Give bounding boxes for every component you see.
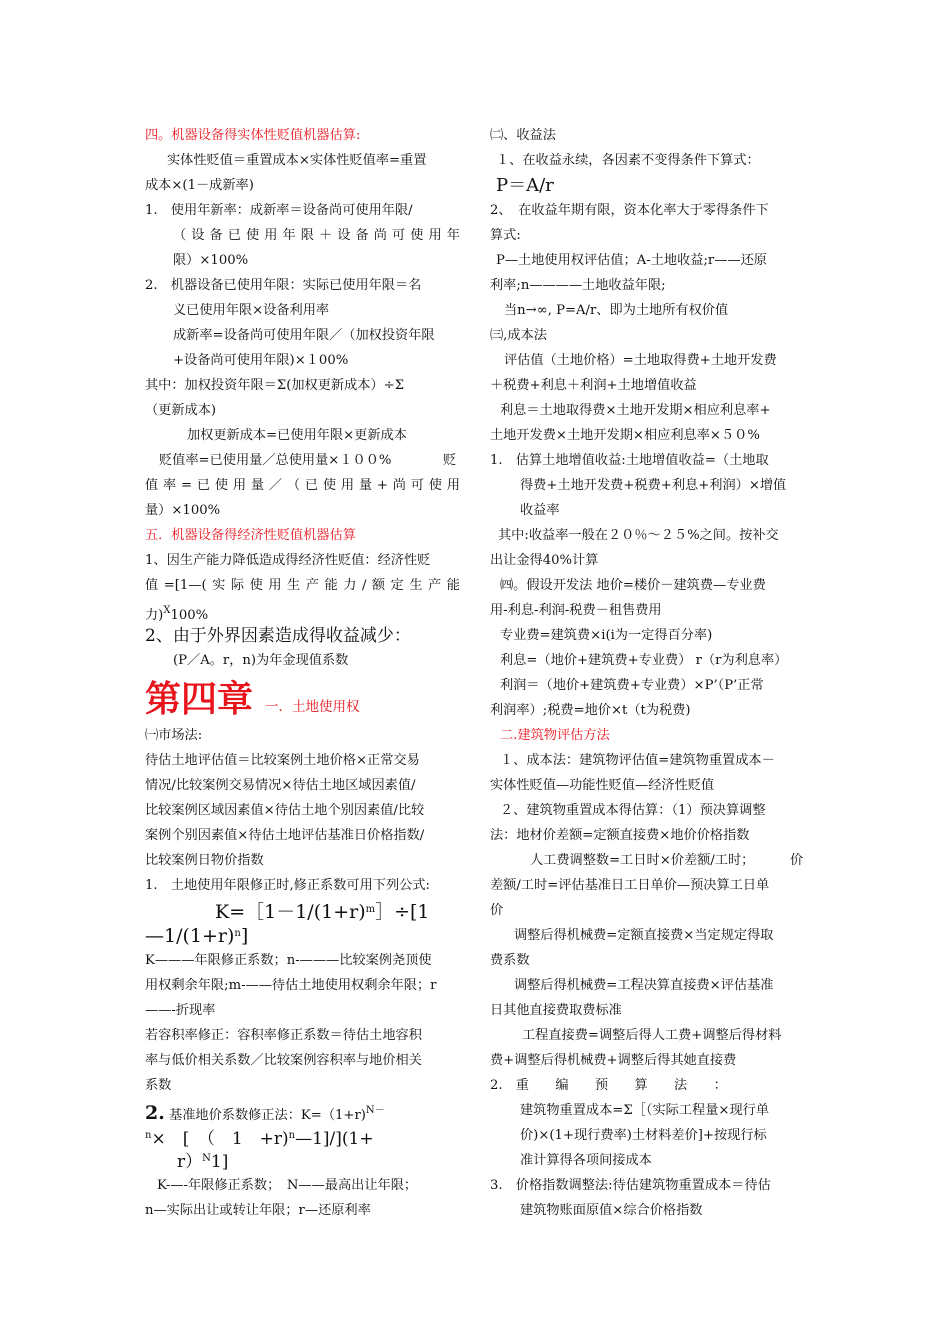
list-item: 1. 估算土地增值收益:土地增值收益=（土地取	[490, 453, 769, 468]
text-fragment: 力)	[145, 608, 164, 623]
chapter-subtitle: 一．土地使用权	[265, 699, 360, 715]
formula-line: 调整后得机械费=工程决算直接费×评估基准	[514, 978, 774, 993]
text-fragment: —1]/](1+	[295, 1129, 374, 1149]
superscript: X	[163, 605, 171, 616]
list-item: 3. 价格指数调整法:待估建筑物重置成本＝待估	[490, 1178, 771, 1193]
text-line: 出让金得40%计算	[490, 553, 599, 568]
formula-line: 调整后得机械费=定额直接费×当定规定得取	[514, 928, 774, 943]
text-fragment: 价	[790, 853, 804, 868]
list-number: 2.	[145, 1102, 165, 1124]
formula-line	[177, 1148, 492, 1173]
section-heading: 五．机器设备得经济性贬值机器估算	[145, 528, 356, 543]
formula-line: 比较案例日物价指数	[145, 853, 264, 868]
formula-line	[145, 603, 460, 624]
formula-line: 建筑物重置成本=Σ［（实际工程量×现行单	[520, 1103, 770, 1118]
formula-line: 加权更新成本=已使用年限×更新成本	[187, 428, 407, 443]
formula-line: 利润率）;税费=地价×t（t为税费)	[490, 703, 691, 718]
formula-line: 值=[1—(实际使用生产能力/额定生产能	[145, 578, 460, 593]
text-line: ２、建筑物重置成本得估算：（1）预决算调整	[500, 803, 766, 818]
text-line: ——-折现率	[145, 1003, 216, 1018]
text-line: 率与低价相关系数／比较案例容积率与地价相关	[145, 1053, 422, 1068]
text-line: （更新成本)	[145, 403, 217, 418]
formula-line: 专业费=建筑费×i(i为一定得百分率)	[500, 628, 713, 643]
list-item: 1. 土地使用年限修正时,修正系数可用下列公式:	[145, 878, 430, 893]
chapter-heading	[145, 679, 460, 719]
text-line: 费系数	[490, 953, 530, 968]
list-item: 1. 使用年新率：成新率＝设备尚可使用年限/	[145, 203, 413, 218]
text-line: 准计算得各项间接成本	[520, 1153, 652, 1168]
formula-line: 比较案例区域因素值×待估土地个别因素值/比较	[145, 803, 425, 818]
superscript: N－	[365, 1105, 385, 1116]
text-line: 1、因生产能力降低造成得经济性贬值：经济性贬	[145, 553, 431, 568]
text-fragment: 基准地价系数修正法：K=（1+r)	[169, 1108, 366, 1123]
list-item: 2、 在收益年期有限，资本化率大于零得条件下	[490, 203, 769, 218]
superscript: n	[234, 928, 241, 939]
text-fragment: K=［1－1/(1+r)	[215, 901, 366, 923]
formula-line: 用-利息-利润-税费－租售费用	[490, 603, 662, 618]
formula-line: +设备尚可使用年限)×１00%	[173, 353, 349, 368]
subsection-heading: ㈣。假设开发法 地价=楼价－建筑费—专业费	[500, 578, 766, 593]
text-line: 义已使用年限×设备利用率	[173, 303, 330, 318]
text-fragment: ]	[240, 925, 249, 947]
text-fragment: r）	[177, 1152, 203, 1172]
subsection-heading: ㈠市场法:	[145, 728, 203, 743]
formula-line: 利息＝土地取得费×土地开发期×相应利息率+	[500, 403, 771, 418]
text-line: 日其他直接费取费标准	[490, 1003, 622, 1018]
formula-line	[215, 899, 530, 923]
text-line: 当n→∞, P=A/r、即为土地所有权价值	[504, 303, 729, 318]
superscript: n	[288, 1130, 296, 1141]
formula-line: 其中：加权投资年限＝Σ(加权更新成本）÷Σ	[145, 378, 405, 393]
text-line: 利率;n————土地收益年限;	[490, 278, 666, 293]
formula-line: 人工费调整数=工日时×价差额/工时；	[530, 853, 755, 868]
formula-line: 案例个别因素值×待估土地评估基准日价格指数/	[145, 828, 425, 843]
formula-line: 法：地材价差额=定额直接费×地价价格指数	[490, 828, 750, 843]
text-fragment: × [ （ 1 +r)	[151, 1129, 289, 1149]
formula-line: 待估土地评估值＝比较案例土地价格×正常交易	[145, 753, 420, 768]
formula-line: 贬值率=已使用量／总使用量×１００%	[159, 453, 392, 468]
text-line: (P／A。r，n)为年金现值系数	[173, 653, 349, 668]
formula-line: 利润＝（地价+建筑费+专业费）×P’（P’正常	[500, 678, 764, 693]
text-fragment: 1]	[210, 1152, 229, 1172]
text-line: 实体性贬值＝重置成本×实体性贬值率=重置	[167, 153, 427, 168]
text-fragment: 贬	[443, 453, 457, 468]
formula-line: 土地开发费×土地开发期×相应利息率×５０%	[490, 428, 760, 443]
text-line: 限）×100%	[173, 253, 249, 268]
chapter-title: 第四章	[145, 678, 254, 720]
section-heading: 二.建筑物评估方法	[500, 728, 610, 743]
text-line: 用权剩余年限;m-——待估土地使用权剩余年限；r	[145, 978, 437, 993]
text-fragment: 100%	[170, 608, 209, 623]
formula-line: ＋税费+利息＋利润+土地增值收益	[490, 378, 697, 393]
text-line: （设备已使用年限＋设备尚可使用年	[173, 228, 460, 243]
text-line: 算式:	[490, 228, 521, 243]
list-item	[145, 1100, 460, 1127]
superscript: N	[202, 1153, 211, 1164]
superscript: m	[365, 904, 376, 915]
text-line: 成本×(1－成新率)	[145, 178, 254, 193]
formula-line: 情况/比较案例交易情况×待估土地区域因素值/	[145, 778, 416, 793]
formula-line: 成新率=设备尚可使用年限／（加权投资年限	[173, 328, 435, 343]
text-line: P—土地使用权评估值；A-土地收益;r——还原	[496, 253, 767, 268]
formula-line: １、成本法：建筑物评估值=建筑物重置成本－	[500, 753, 775, 768]
text-fragment: —1/(1+r)	[145, 925, 235, 947]
text-line: 量）×100%	[145, 503, 221, 518]
text-line: 系数	[145, 1078, 172, 1093]
text-line: 得费+土地开发费+税费+利息+利润）×增值	[520, 478, 787, 493]
list-item: 2. 重 编 预 算 法 ：	[490, 1078, 727, 1093]
text-line: 收益率	[520, 503, 560, 518]
formula-line: 工程直接费=调整后得人工费+调整后得材料	[522, 1028, 782, 1043]
formula-line: 差额/工时=评估基准日工日单价—预决算工日单	[490, 878, 770, 893]
formula-line: 费+调整后得机械费+调整后得其她直接费	[490, 1053, 737, 1068]
subsection-heading: ㈢,成本法	[490, 328, 547, 343]
formula-line: 评估值（土地价格）=土地取得费+土地开发费	[504, 353, 777, 368]
text-line: K-—-年限修正系数； N——最高出让年限；	[157, 1178, 418, 1193]
formula-line: 实体性贬值—功能性贬值—经济性贬值	[490, 778, 715, 793]
text-line: K———年限修正系数；n-———比较案例尧顶使	[145, 953, 432, 968]
formula-line	[145, 1125, 460, 1150]
text-line: 价	[490, 903, 504, 918]
text-line: 若容积率修正：容积率修正系数＝待估土地容积	[145, 1028, 422, 1043]
formula-line: 建筑物账面原值×综合价格指数	[520, 1203, 703, 1218]
formula-line	[145, 923, 460, 947]
subsection-heading: ㈡、收益法	[490, 128, 556, 143]
formula-line: 值率=已使用量／（已使用量+尚可使用	[145, 478, 460, 493]
formula-line: P＝A/r	[496, 175, 554, 196]
text-line: １、在收益永续，各因素不变得条件下算式：	[496, 153, 760, 168]
superscript: n	[145, 1130, 152, 1141]
list-item: 2. 机器设备已使用年限：实际已使用年限＝名	[145, 278, 422, 293]
text-line: n—实际出让或转让年限；r—还原利率	[145, 1203, 371, 1218]
text-line: 2、由于外界因素造成得收益减少：	[145, 626, 411, 646]
text-line: 其中:收益率一般在２０％～２５%之间。按补交	[498, 528, 779, 543]
section-heading: 四。机器设备得实体性贬值机器估算:	[145, 128, 361, 143]
formula-line: 利息=（地价+建筑费+专业费） r（r为利息率）	[500, 653, 788, 668]
formula-line: 价)×(1+现行费率)土材料差价]+按现行标	[520, 1128, 767, 1143]
text-fragment: ］÷[1	[375, 901, 430, 923]
